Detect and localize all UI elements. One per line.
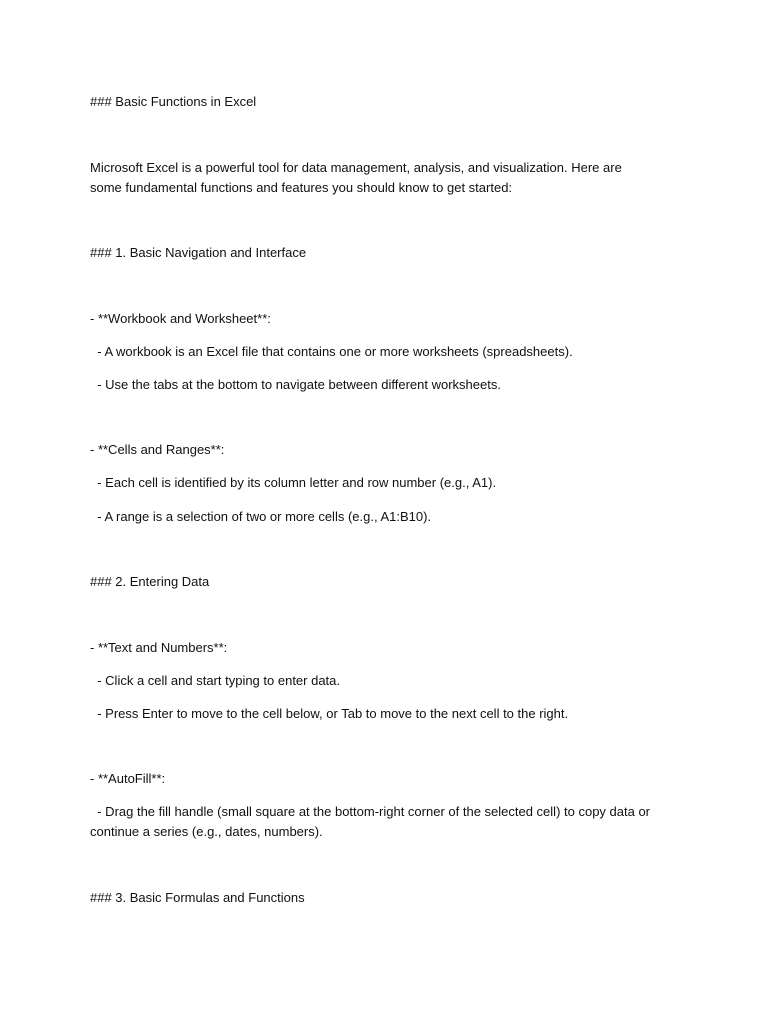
section-1-heading: ### 1. Basic Navigation and Interface bbox=[90, 245, 307, 260]
fill-handle-instruction: - Drag the fill handle (small square at the bottom-right corner of the selected cell) to copy data or continue a series (e.g., dates, numbers). bbox=[90, 804, 654, 839]
document-title: ### Basic Functions in Excel bbox=[90, 94, 257, 109]
cell-definition: - Each cell is identified by its column letter and row number (e.g., A1). bbox=[90, 475, 497, 490]
intro-paragraph: Microsoft Excel is a powerful tool for data management, analysis, and visualization. Here are some fundamental functions and features you should know to get started: bbox=[90, 160, 622, 195]
cells-ranges-item: - **Cells and Ranges**: bbox=[90, 442, 225, 457]
worksheet-tabs-note: - Use the tabs at the bottom to navigate between different worksheets. bbox=[90, 377, 501, 392]
typing-instruction: - Click a cell and start typing to enter data. bbox=[90, 673, 341, 688]
text-numbers-item: - **Text and Numbers**: bbox=[90, 640, 228, 655]
enter-tab-instruction: - Press Enter to move to the cell below, or Tab to move to the next cell to the right. bbox=[90, 706, 569, 721]
section-2-heading: ### 2. Entering Data bbox=[90, 574, 210, 589]
workbook-worksheet-item: - **Workbook and Worksheet**: bbox=[90, 311, 271, 326]
range-definition: - A range is a selection of two or more cells (e.g., A1:B10). bbox=[90, 509, 432, 524]
autofill-item: - **AutoFill**: bbox=[90, 771, 166, 786]
section-3-heading: ### 3. Basic Formulas and Functions bbox=[90, 890, 305, 905]
workbook-definition: - A workbook is an Excel file that contains one or more worksheets (spreadsheets). bbox=[90, 344, 573, 359]
